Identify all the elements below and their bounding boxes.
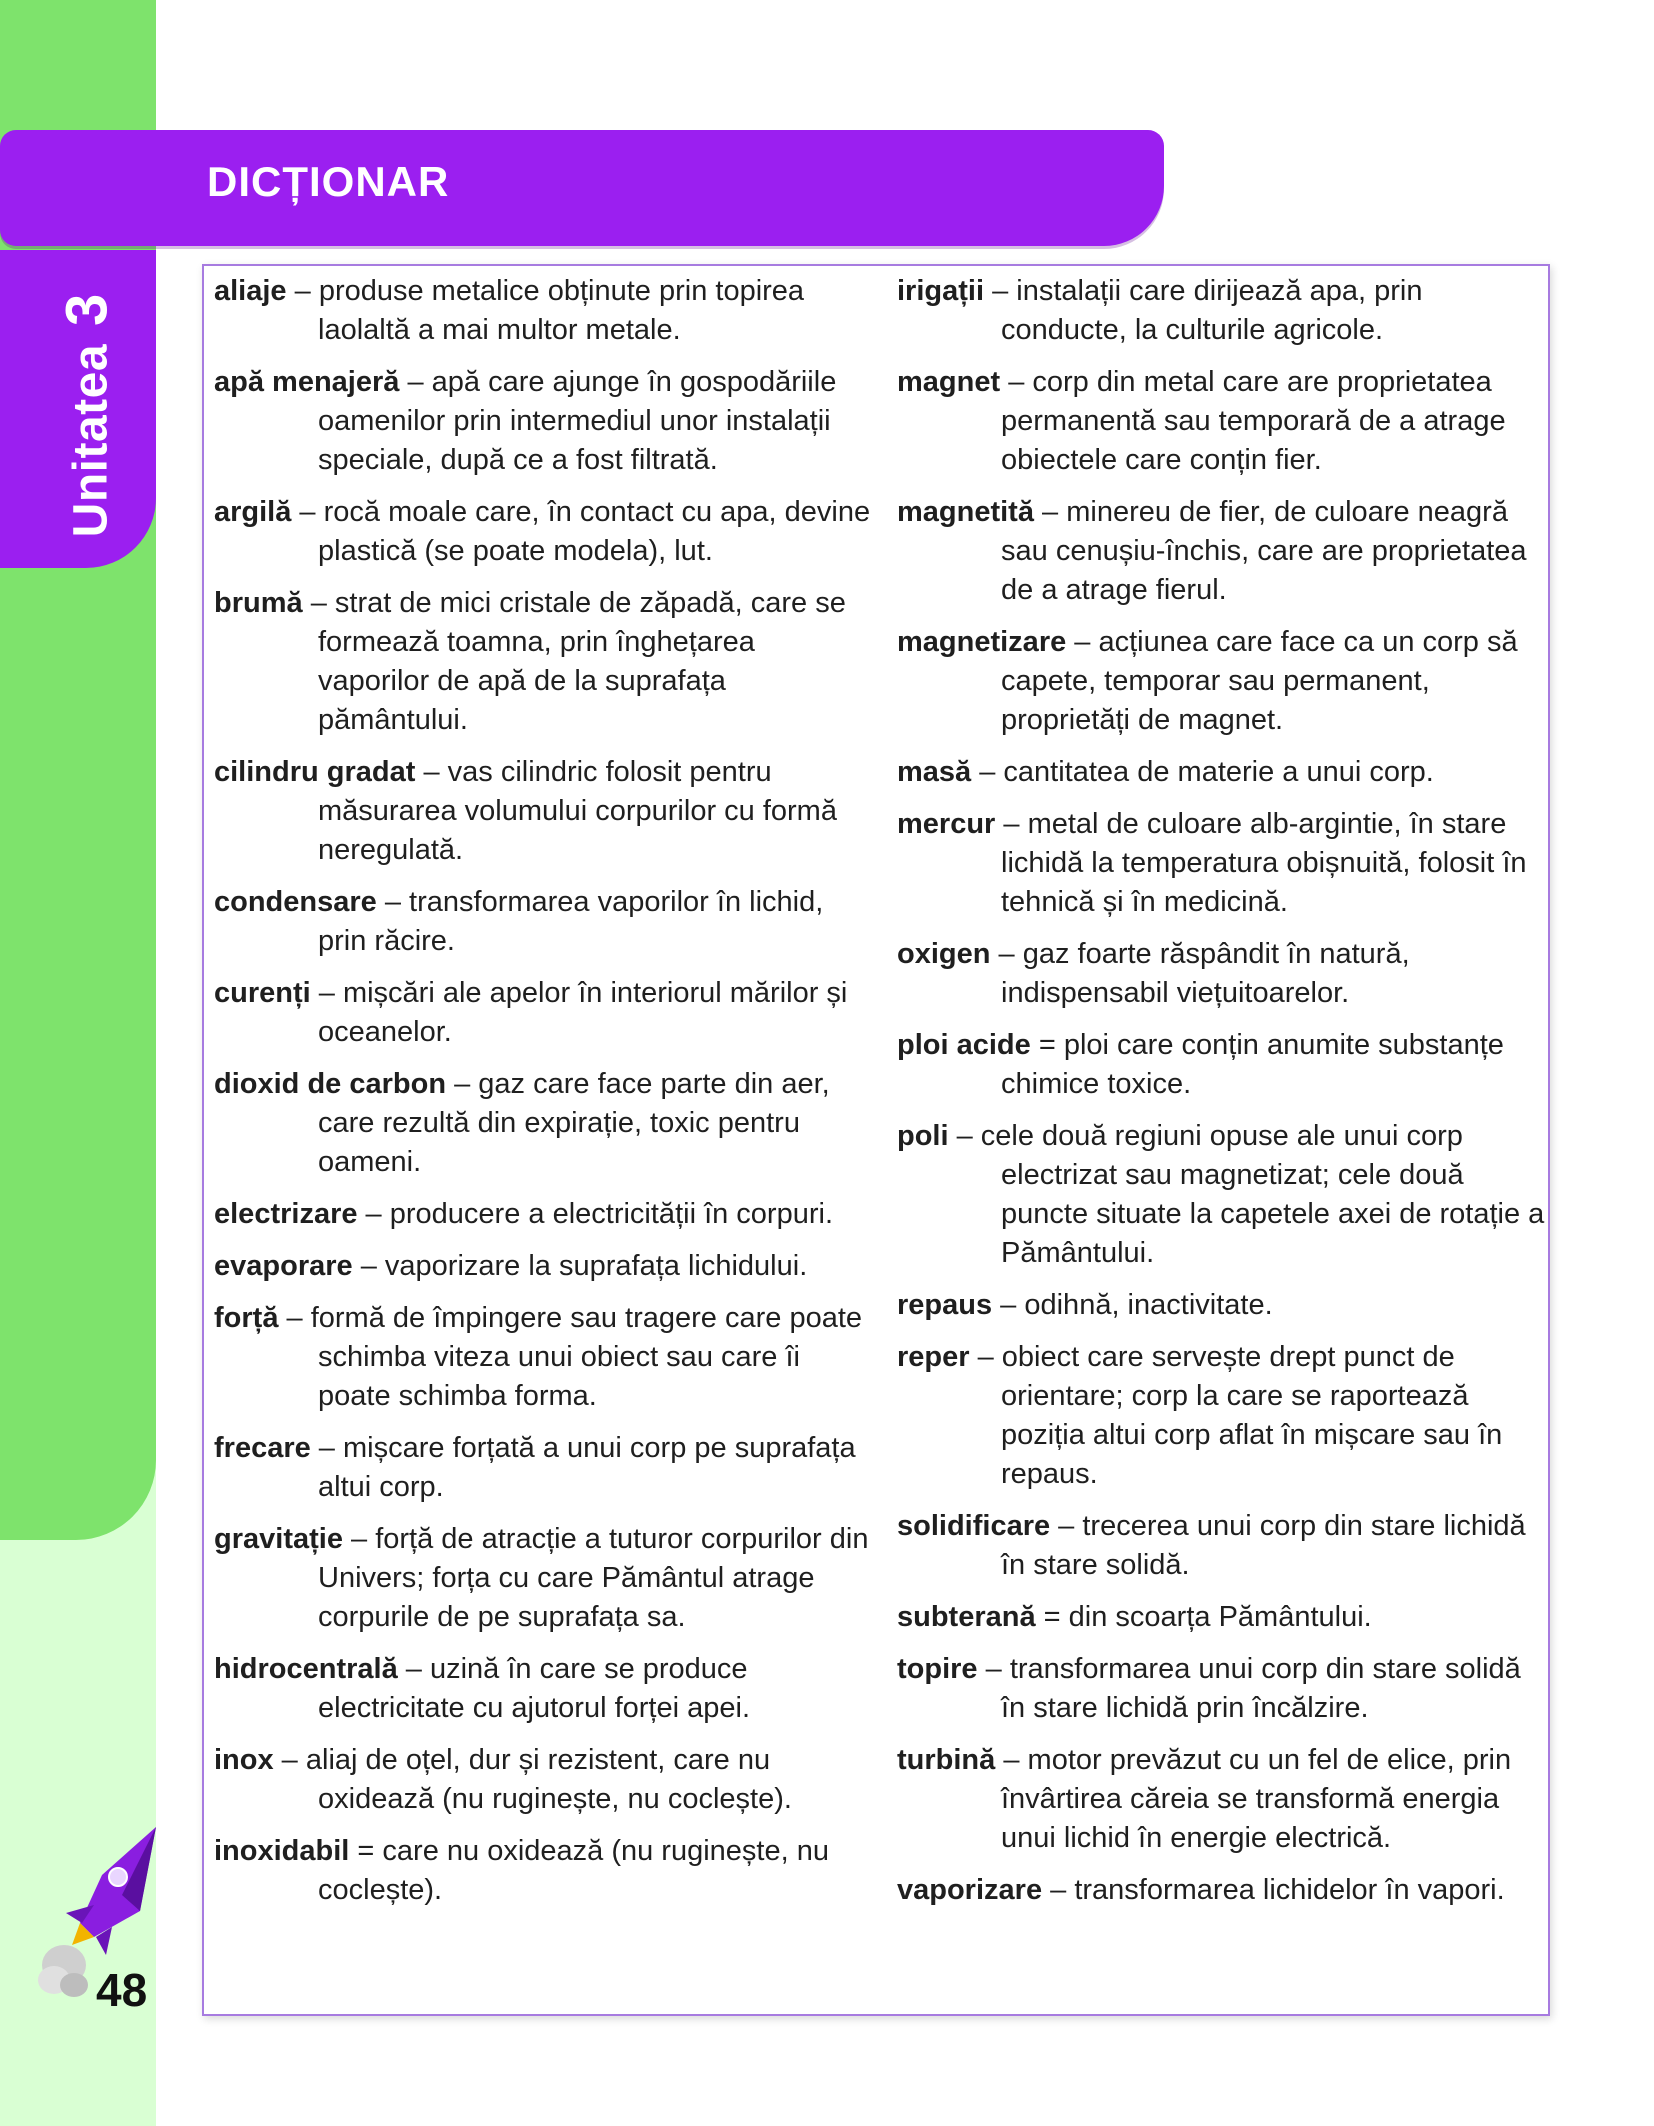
dictionary-entry bbox=[897, 493, 1545, 610]
entry-separator: – bbox=[990, 938, 1023, 970]
entry-term: poli bbox=[897, 1120, 949, 1152]
dictionary-entry bbox=[214, 1832, 874, 1910]
entry-definition: aliaj de oțel, dur și rezistent, care nu oxidează (nu ruginește, nu coclește). bbox=[305, 1744, 792, 1815]
entry-term: turbină bbox=[897, 1744, 996, 1776]
unit-number: 3 bbox=[54, 293, 120, 326]
entry-definition: transformarea lichidelor în vapori. bbox=[1074, 1874, 1505, 1906]
entry-term: magnetită bbox=[897, 496, 1034, 528]
entry-separator: – bbox=[399, 366, 432, 398]
dictionary-entry bbox=[214, 753, 874, 870]
entry-definition: mișcare forțată a unui corp pe suprafața altui corp. bbox=[318, 1432, 856, 1503]
entry-term: magnet bbox=[897, 366, 1001, 398]
dictionary-entry bbox=[897, 1741, 1545, 1858]
entry-separator: – bbox=[310, 977, 343, 1009]
entry-term: irigații bbox=[897, 275, 985, 307]
entry-term: subterană bbox=[897, 1601, 1036, 1633]
entry-separator: = bbox=[1030, 1029, 1064, 1061]
entry-definition: trecerea unui corp din stare lichidă în stare solidă. bbox=[1001, 1510, 1526, 1581]
entry-definition: cantitatea de materie a unui corp. bbox=[1003, 756, 1434, 788]
entry-term: electrizare bbox=[214, 1198, 358, 1230]
entry-definition: motor prevăzut cu un fel de elice, prin învârtirea căreia se transformă energia unui lichid în energie electrică. bbox=[1001, 1744, 1512, 1854]
dictionary-entry bbox=[897, 272, 1545, 350]
entry-separator: – bbox=[342, 1523, 376, 1555]
entry-separator: – bbox=[984, 275, 1017, 307]
dictionary-entry bbox=[214, 584, 874, 740]
entry-definition: rocă moale care, în contact cu apa, devine plastică (se poate modela), lut. bbox=[318, 496, 871, 567]
entry-term: forță bbox=[214, 1302, 279, 1334]
entry-separator: – bbox=[376, 886, 410, 918]
entry-separator: – bbox=[273, 1744, 306, 1776]
entry-definition: cele două regiuni opuse ale unui corp electrizat sau magnetizat; cele două puncte situate la capetele axei de rotație a Pământului. bbox=[980, 1120, 1545, 1269]
dictionary-entry bbox=[897, 1507, 1545, 1585]
entry-definition: transformarea unui corp din stare solidă în stare lichidă prin încălzire. bbox=[1001, 1653, 1521, 1724]
dictionary-entry bbox=[897, 1026, 1545, 1104]
entry-separator: – bbox=[415, 756, 448, 788]
entry-separator: – bbox=[278, 1302, 311, 1334]
entry-definition: vas cilindric folosit pentru măsurarea volumului corpurilor cu formă neregulată. bbox=[318, 756, 837, 866]
dictionary-entry bbox=[214, 1650, 874, 1728]
entry-separator: – bbox=[302, 587, 335, 619]
entry-separator: – bbox=[352, 1250, 385, 1282]
dictionary-entry bbox=[897, 1650, 1545, 1728]
dictionary-entry bbox=[897, 623, 1545, 740]
entry-definition: transformarea vaporilor în lichid, prin răcire. bbox=[318, 886, 824, 957]
entry-separator: – bbox=[286, 275, 319, 307]
dictionary-entry bbox=[214, 1741, 874, 1819]
entry-term: inox bbox=[214, 1744, 274, 1776]
entry-definition: apă care ajunge în gospodăriile oamenilor prin intermediul unor instalații speciale, după ce a fost filtrată. bbox=[318, 366, 837, 476]
header-band bbox=[0, 130, 1164, 246]
dictionary-entry bbox=[214, 1429, 874, 1507]
entry-term: oxigen bbox=[897, 938, 991, 970]
entry-term: inoxidabil bbox=[214, 1835, 350, 1867]
entry-term: dioxid de carbon bbox=[214, 1068, 447, 1100]
entry-term: aliaje bbox=[214, 275, 287, 307]
entry-definition: corp din metal care are proprietatea permanentă sau temporară de a atrage obiectele care conțin fier. bbox=[1001, 366, 1506, 476]
entry-term: cilindru gradat bbox=[214, 756, 416, 788]
dictionary-entry bbox=[214, 272, 874, 350]
entry-separator: – bbox=[977, 1653, 1010, 1685]
dictionary-entry bbox=[897, 1286, 1545, 1325]
unit-label bbox=[12, 270, 162, 560]
entry-definition: strat de mici cristale de zăpadă, care se formează toamna, prin înghețarea vaporilor de apă de la suprafața pământului. bbox=[318, 587, 846, 736]
entry-definition: vaporizare la suprafața lichidului. bbox=[384, 1250, 808, 1282]
dictionary-entry bbox=[214, 363, 874, 480]
dictionary-entry bbox=[897, 1338, 1545, 1494]
entry-definition: acțiunea care face ca un corp să capete, temporar sau permanent, proprietăți de magnet. bbox=[1001, 626, 1518, 736]
entry-term: magnetizare bbox=[897, 626, 1067, 658]
dictionary-entry bbox=[214, 1195, 874, 1234]
entry-separator: – bbox=[1042, 1874, 1075, 1906]
page-number: 48 bbox=[96, 1964, 148, 2016]
dictionary-column-right bbox=[897, 272, 1545, 1923]
entry-definition: minereu de fier, de culoare neagră sau cenușiu-închis, care are proprietatea de a atrage fierul. bbox=[1001, 496, 1527, 606]
dictionary-column-left bbox=[214, 272, 874, 1923]
entry-definition: metal de culoare alb-argintie, în stare lichidă la temperatura obișnuită, folosit în tehnică și în medicină. bbox=[1001, 808, 1527, 918]
dictionary-entry bbox=[897, 1598, 1545, 1637]
dictionary-entry bbox=[897, 363, 1545, 480]
entry-definition: din scoarța Pământului. bbox=[1068, 1601, 1372, 1633]
entry-separator: – bbox=[995, 808, 1028, 840]
entry-separator: – bbox=[310, 1432, 343, 1464]
entry-separator: – bbox=[1033, 496, 1067, 528]
entry-term: curenți bbox=[214, 977, 311, 1009]
unit-word: Unitatea bbox=[64, 343, 118, 537]
entry-term: gravitație bbox=[214, 1523, 343, 1555]
entry-term: reper bbox=[897, 1341, 970, 1373]
entry-definition: producere a electricității în corpuri. bbox=[389, 1198, 834, 1230]
dictionary-entry bbox=[897, 805, 1545, 922]
entry-definition: odihnă, inactivitate. bbox=[1024, 1289, 1273, 1321]
dictionary-entry bbox=[897, 1871, 1545, 1910]
entry-definition: care nu oxidează (nu ruginește, nu coclește). bbox=[318, 1835, 829, 1906]
entry-separator: – bbox=[995, 1744, 1028, 1776]
entry-separator: – bbox=[948, 1120, 981, 1152]
entry-separator: = bbox=[349, 1835, 383, 1867]
dictionary-entry bbox=[214, 974, 874, 1052]
entry-definition: gaz care face parte din aer, care rezultă din expirație, toxic pentru oameni. bbox=[318, 1068, 830, 1178]
entry-term: brumă bbox=[214, 587, 303, 619]
entry-definition: uzină în care se produce electricitate cu ajutorul forței apei. bbox=[318, 1653, 750, 1724]
dictionary-entry bbox=[897, 1117, 1545, 1273]
entry-term: condensare bbox=[214, 886, 377, 918]
entry-separator: – bbox=[1050, 1510, 1083, 1542]
entry-definition: ploi care conțin anumite substanțe chimice toxice. bbox=[1001, 1029, 1504, 1100]
entry-term: frecare bbox=[214, 1432, 311, 1464]
entry-separator: – bbox=[992, 1289, 1025, 1321]
entry-term: repaus bbox=[897, 1289, 993, 1321]
entry-term: mercur bbox=[897, 808, 996, 840]
entry-term: solidificare bbox=[897, 1510, 1051, 1542]
entry-separator: – bbox=[971, 756, 1004, 788]
entry-separator: – bbox=[291, 496, 324, 528]
entry-definition: gaz foarte răspândit în natură, indispensabil viețuitoarelor. bbox=[1001, 938, 1410, 1009]
entry-term: evaporare bbox=[214, 1250, 353, 1282]
dictionary-entry bbox=[897, 753, 1545, 792]
page-title: DICȚIONAR bbox=[207, 158, 450, 205]
entry-term: ploi acide bbox=[897, 1029, 1031, 1061]
entry-definition: forță de atracție a tuturor corpurilor din Univers; forța cu care Pământul atrage corpurile de pe suprafața sa. bbox=[318, 1523, 869, 1633]
entry-term: hidrocentrală bbox=[214, 1653, 398, 1685]
entry-separator: = bbox=[1035, 1601, 1069, 1633]
entry-term: vaporizare bbox=[897, 1874, 1043, 1906]
dictionary-entry bbox=[214, 1065, 874, 1182]
entry-definition: obiect care servește drept punct de orientare; corp la care se raportează poziția altui corp aflat în mișcare sau în repaus. bbox=[1001, 1341, 1503, 1490]
entry-term: masă bbox=[897, 756, 972, 788]
entry-definition: instalații care dirijează apa, prin conducte, la culturile agricole. bbox=[1001, 275, 1423, 346]
dictionary-entry bbox=[214, 1247, 874, 1286]
entry-separator: – bbox=[1066, 626, 1099, 658]
entry-term: argilă bbox=[214, 496, 292, 528]
dictionary-entry bbox=[214, 493, 874, 571]
entry-separator: – bbox=[397, 1653, 430, 1685]
dictionary-entry bbox=[214, 1520, 874, 1637]
entry-term: apă menajeră bbox=[214, 366, 400, 398]
entry-separator: – bbox=[1000, 366, 1033, 398]
entry-definition: mișcări ale apelor în interiorul mărilor și oceanelor. bbox=[318, 977, 848, 1048]
entry-definition: formă de împingere sau tragere care poate schimba viteza unui obiect sau care îi poate schimba forma. bbox=[310, 1302, 863, 1412]
entry-separator: – bbox=[969, 1341, 1002, 1373]
dictionary-entry bbox=[214, 883, 874, 961]
entry-definition: produse metalice obținute prin topirea laolaltă a mai multor metale. bbox=[318, 275, 805, 346]
entry-separator: – bbox=[446, 1068, 479, 1100]
entry-separator: – bbox=[357, 1198, 390, 1230]
entry-term: topire bbox=[897, 1653, 978, 1685]
dictionary-entry bbox=[214, 1299, 874, 1416]
dictionary-entry bbox=[897, 935, 1545, 1013]
